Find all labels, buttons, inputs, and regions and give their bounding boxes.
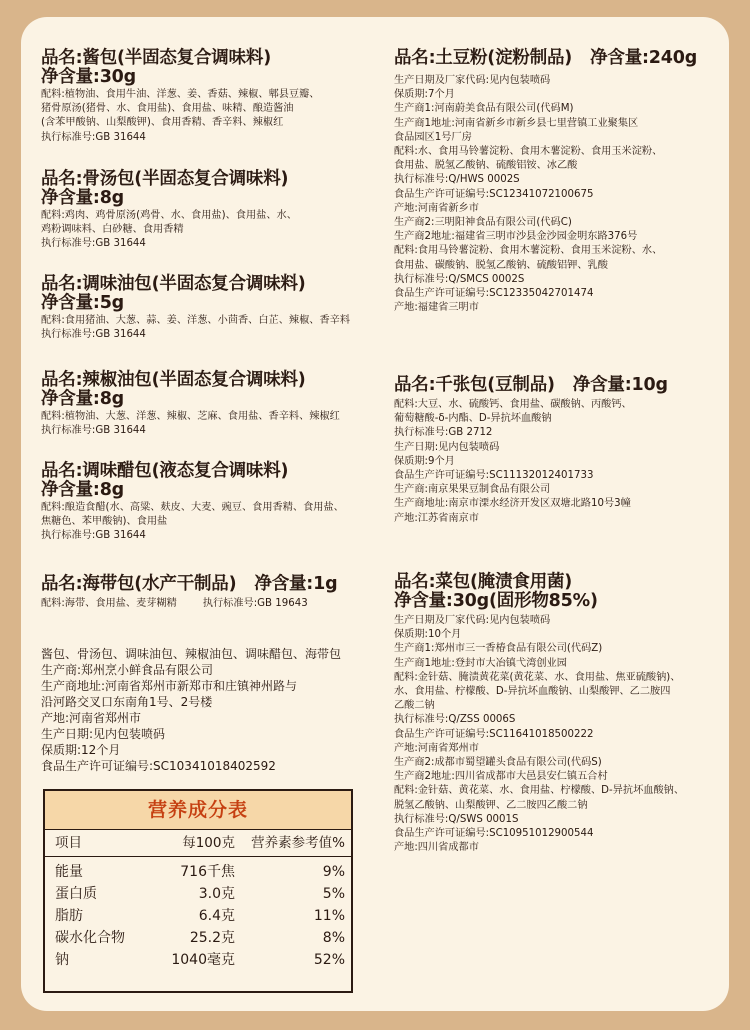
info-line: 生产商地址:南京市溧水经济开发区双塘北路10号3幢 [394, 498, 631, 510]
info-line: 配料:植物油、大葱、洋葱、辣椒、芝麻、食用盐、香辛料、辣椒红 [41, 411, 340, 422]
info-line: 水、食用盐、柠檬酸、D-异抗坏血酸钠、山梨酸钾、乙二胺四 [394, 686, 671, 698]
info-line: 执行标准号:Q/SMCS 0002S [394, 273, 525, 285]
label-panel [21, 17, 729, 1011]
product-info [394, 74, 716, 315]
info-line: 食品生产许可证编号:SC12341072100675 [394, 188, 594, 200]
info-line: 配料:食用马铃薯淀粉、食用木薯淀粉、食用玉米淀粉、水、 [394, 245, 663, 257]
nutrient-nrv: 9% [322, 864, 345, 880]
info-line: 生产商2地址:福建省三明市沙县金沙园金明东路376号 [394, 231, 638, 243]
product-name: 品名:千张包(豆制品) [394, 375, 555, 395]
info-line: 产地:河南省郑州市 [394, 742, 479, 754]
info-line: 配料:水、食用马铃薯淀粉、食用木薯淀粉、食用玉米淀粉、 [394, 146, 663, 158]
nutrient-amount: 25.2克 [189, 930, 235, 946]
product-name: 品名:骨汤包(半固态复合调味料) [41, 169, 289, 189]
info-line: 生产商1:郑州市三一香椿食品有限公司(代码Z) [394, 643, 603, 655]
info-line: 产地:福建省三明市 [394, 302, 479, 314]
info-line: 乙酸二钠 [394, 700, 435, 712]
info-line: (含苯甲酸钠、山梨酸钾)、食用香精、香辛料、辣椒红 [41, 117, 284, 129]
info-line: 产地:四川省成都市 [394, 842, 479, 854]
product-cai-bao [394, 573, 716, 855]
nutrition-row-energy [45, 861, 351, 883]
info-line: 配料:植物油、食用牛油、洋葱、姜、香菇、辣椒、郫县豆瓣、 [41, 89, 320, 100]
product-info [394, 398, 716, 526]
info-line: 食品生产许可证编号:SC11641018500222 [394, 728, 594, 740]
product-info [41, 410, 376, 438]
info-line: 执行标准号:GB 31644 [41, 131, 146, 143]
info-line: 食品园区1号厂房 [394, 131, 472, 143]
product-net-content: 净含量:8g [41, 389, 125, 409]
nutrition-table [43, 789, 353, 993]
info-line: 产地:江苏省南京市 [394, 512, 479, 524]
product-name-line [394, 376, 716, 395]
mfg-line: 生产商地址:河南省郑州市新郑市和庄镇神州路与 [41, 679, 298, 693]
nutrient-amount: 1040毫克 [171, 952, 235, 968]
info-line: 焦糖色、苯甲酸钠)、食用盐 [41, 516, 168, 528]
nutrient-name: 碳水化合物 [55, 930, 125, 946]
product-net-content: 净含量:10g [572, 375, 668, 395]
product-net-content: 净含量:30g(固形物85%) [394, 591, 598, 611]
nutrition-row-sodium [45, 949, 351, 971]
info-line: 生产商1地址:河南省新乡市新乡县七里营镇工业聚集区 [394, 117, 639, 129]
info-line: 生产商1地址:登封市大冶镇弋湾创业园 [394, 657, 567, 669]
nutrient-amount: 3.0克 [198, 886, 235, 902]
info-line: 配料:海带、食用盐、麦芽糊精 执行标准号:GB 19643 [41, 598, 308, 609]
product-qianzhang-bao [394, 376, 716, 526]
nutrition-row-fat [45, 905, 351, 927]
product-gutang-bao [41, 170, 376, 252]
info-line: 食品生产许可证编号:SC10951012900544 [394, 828, 594, 840]
info-line: 鸡粉调味料、白砂糖、食用香精 [41, 224, 184, 236]
info-line: 生产日期:见内包装喷码 [394, 441, 500, 453]
product-info [41, 314, 376, 342]
product-info [41, 501, 376, 544]
product-info [41, 209, 376, 252]
mfg-line: 沿河路交叉口东南角1号、2号楼 [41, 695, 213, 709]
info-line: 执行标准号:Q/HWS 0002S [394, 174, 520, 186]
info-line: 保质期:7个月 [394, 89, 455, 101]
info-line: 配料:酿造食醋(水、高粱、麸皮、大麦、豌豆、食用香精、食用盐、 [41, 502, 344, 513]
product-info [394, 614, 716, 855]
nutrient-amount: 6.4克 [198, 908, 235, 924]
product-name-line [41, 575, 376, 594]
product-tudou-fen [394, 49, 716, 315]
header-item: 项目 [55, 835, 82, 851]
product-haidai-bao [41, 575, 376, 611]
product-name: 品名:海带包(水产干制品) [41, 574, 237, 594]
product-name: 品名:调味油包(半固态复合调味料) [41, 274, 306, 294]
product-info [41, 88, 376, 145]
info-line: 食品生产许可证编号:SC12335042701474 [394, 288, 594, 300]
mfg-line: 生产日期:见内包装喷码 [41, 727, 166, 741]
product-net-content: 净含量:240g [590, 48, 698, 68]
nutrient-name: 能量 [55, 864, 83, 880]
info-line: 配料:大豆、水、硫酸钙、食用盐、碳酸钠、丙酸钙、 [394, 399, 632, 410]
nutrient-name: 蛋白质 [55, 886, 97, 902]
product-net-content: 净含量:8g [41, 188, 125, 208]
info-line: 食用盐、碳酸钠、脱氢乙酸钠、硫酸铝钾、乳酸 [394, 259, 608, 271]
product-jiang-bao [41, 49, 376, 145]
product-tiaoweiyou-bao [41, 275, 376, 342]
nutrient-nrv: 52% [313, 952, 345, 968]
nutrient-amount: 716千焦 [180, 864, 235, 880]
info-line: 脱氢乙酸钠、山梨酸钾、乙二胺四乙酸二钠 [394, 799, 588, 811]
manufacturer-info [41, 646, 376, 774]
nutrient-nrv: 5% [322, 886, 345, 902]
info-line: 生产商2:三明阳神食品有限公司(代码C) [394, 217, 572, 229]
info-line: 保质期:9个月 [394, 455, 455, 467]
info-line: 执行标准号:GB 31644 [41, 425, 146, 437]
product-net-content: 净含量:8g [41, 480, 125, 500]
info-line: 执行标准号:GB 31644 [41, 329, 146, 341]
product-name: 品名:土豆粉(淀粉制品) [394, 48, 573, 68]
info-line: 执行标准号:GB 31644 [41, 238, 146, 250]
info-line: 葡萄糖酸-δ-内酯、D-异抗坏血酸钠 [394, 413, 552, 425]
header-per-100g: 每100克 [182, 835, 235, 851]
info-line: 食品生产许可证编号:SC11132012401733 [394, 470, 594, 482]
nutrient-name: 脂肪 [55, 908, 83, 924]
nutrition-header-row [45, 829, 351, 857]
info-line: 食用盐、脱氢乙酸钠、硫酸铝铵、冰乙酸 [394, 160, 578, 172]
info-line: 配料:鸡肉、鸡骨原汤(鸡骨、水、食用盐)、食用盐、水、 [41, 210, 297, 221]
nutrition-row-protein [45, 883, 351, 905]
mfg-line: 产地:河南省郑州市 [41, 711, 142, 725]
product-lajiaoyou-bao [41, 371, 376, 438]
header-nrv: 营养素参考值% [251, 835, 345, 851]
info-line: 配料:食用猪油、大葱、蒜、姜、洋葱、小茴香、白芷、辣椒、香辛料 [41, 315, 351, 326]
info-line: 猪骨原汤(猪骨、水、食用盐)、食用盐、味精、酿造酱油 [41, 103, 294, 115]
nutrient-nrv: 11% [313, 908, 345, 924]
mfg-line: 食品生产许可证编号:SC10341018402592 [41, 759, 276, 773]
mfg-line: 保质期:12个月 [41, 743, 121, 757]
info-line: 生产商2:成都市蜀望罐头食品有限公司(代码S) [394, 757, 602, 769]
info-line: 执行标准号:Q/SWS 0001S [394, 813, 519, 825]
info-line: 保质期:10个月 [394, 629, 462, 641]
nutrition-title: 营养成分表 [45, 791, 351, 829]
product-name: 品名:辣椒油包(半固态复合调味料) [41, 370, 306, 390]
product-name-line [394, 49, 716, 68]
mfg-line: 酱包、骨汤包、调味油包、辣椒油包、调味醋包、海带包 [41, 647, 342, 661]
product-name: 品名:酱包(半固态复合调味料) [41, 48, 271, 68]
info-line: 执行标准号:GB 2712 [394, 427, 493, 439]
nutrient-name: 钠 [55, 952, 69, 968]
nutrition-row-carbohydrate [45, 927, 351, 949]
info-line: 生产日期及厂家代码:见内包装喷码 [394, 615, 551, 626]
product-net-content: 净含量:1g [254, 574, 338, 594]
mfg-line: 生产商:郑州烹小鲜食品有限公司 [41, 663, 214, 677]
info-line: 配料:金针菇、腌渍黄花菜(黄花菜、水、食用盐、焦亚硫酸钠)、 [394, 671, 681, 683]
info-line: 配料:金针菇、黄花菜、水、食用盐、柠檬酸、D-异抗坏血酸钠、 [394, 785, 685, 797]
product-net-content: 净含量:30g [41, 67, 136, 87]
info-line: 生产商1:河南蔚美食品有限公司(代码M) [394, 103, 574, 115]
info-line: 生产商2地址:四川省成都市大邑县安仁镇五合村 [394, 771, 608, 783]
nutrient-nrv: 8% [322, 930, 345, 946]
info-line: 产地:河南省新乡市 [394, 202, 479, 214]
info-line: 执行标准号:Q/ZSS 0006S [394, 714, 516, 726]
product-name: 品名:菜包(腌渍食用菌) [394, 572, 573, 592]
product-info [41, 597, 376, 611]
info-line: 生产商:南京果果豆制食品有限公司 [394, 484, 551, 496]
info-line: 执行标准号:GB 31644 [41, 530, 146, 542]
product-tiaoweicu-bao [41, 462, 376, 544]
product-net-content: 净含量:5g [41, 293, 125, 313]
info-line: 生产日期及厂家代码:见内包装喷码 [394, 75, 551, 86]
product-name: 品名:调味醋包(液态复合调味料) [41, 461, 289, 481]
